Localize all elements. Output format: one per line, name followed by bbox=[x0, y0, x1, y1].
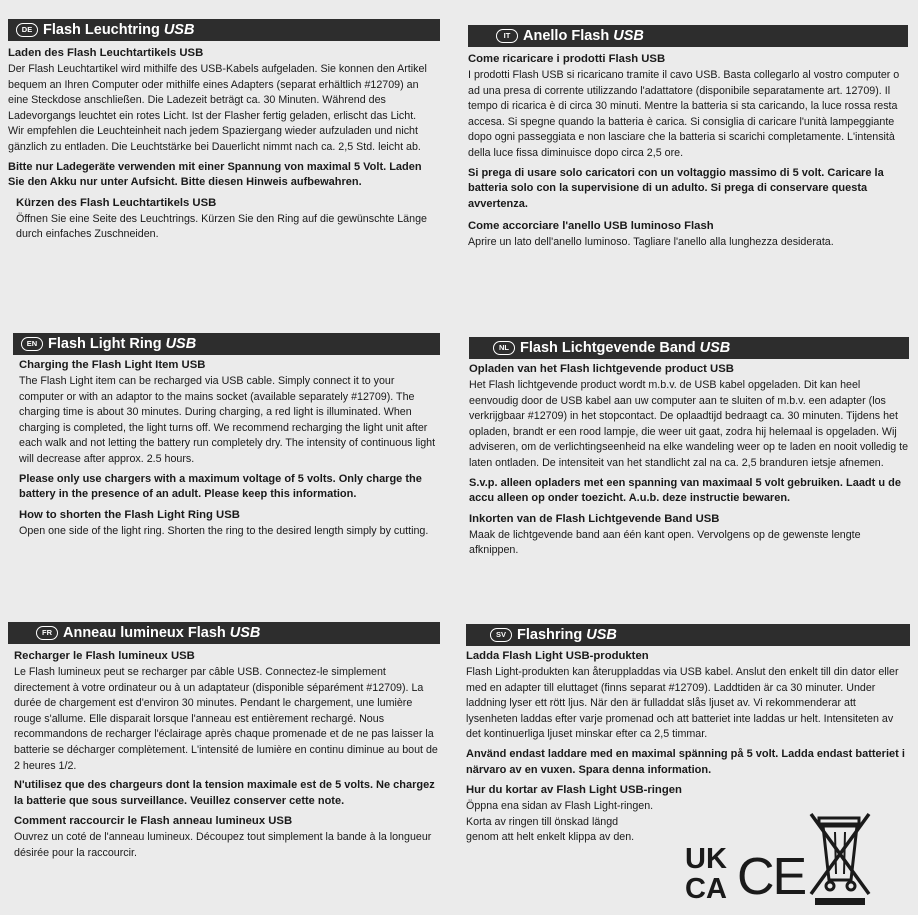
section-title: Anneau lumineux Flash bbox=[63, 625, 226, 641]
usb-label: USB bbox=[163, 22, 195, 38]
paragraph: Maak de lichtgevende band aan één kant open. Vervolgens op de gewenste lengte afknippen. bbox=[469, 528, 861, 557]
section-header bbox=[13, 333, 440, 355]
subheading: Comment raccourcir le Flash anneau lumineux USB bbox=[14, 815, 293, 828]
language-badge: DE bbox=[16, 23, 38, 37]
subheading: Hur du kortar av Flash Light USB-ringen bbox=[466, 784, 682, 797]
usb-label: USB bbox=[613, 28, 644, 44]
subheading: How to shorten the Flash Light Ring USB bbox=[19, 508, 240, 521]
subheading: Come accorciare l'anello USB luminoso Flash bbox=[468, 220, 714, 233]
section-header bbox=[469, 337, 909, 359]
language-badge: EN bbox=[21, 337, 43, 351]
section-header bbox=[8, 622, 440, 644]
paragraph-line: Öppna ena sidan av Flash Light-ringen. bbox=[466, 800, 654, 813]
paragraph: The Flash Light item can be recharged via USB cable. Simply connect it to your computer or with an adaptor to the mains socket (available separately #12709). The charging time is about 30 minutes. During charging, a red light is illuminated. When charging is completed, the light turns off. We recommend recharging the light unit after each walk and not letting the battery run completely dry. The intensity of continuous light will decrease after approx. 2.5 hours. bbox=[19, 375, 436, 465]
warning-text: Si prega di usare solo caricatori con un voltaggio massimo di 5 volt. Caricare la batteria solo con la supervisione di un adulto. Si prega di conservare questa avvertenza. bbox=[468, 166, 884, 210]
language-badge: IT bbox=[496, 29, 518, 43]
section-header bbox=[468, 25, 908, 47]
ukca-mark-top: UK bbox=[685, 843, 727, 875]
ce-mark: CE bbox=[737, 848, 806, 906]
usb-label: USB bbox=[586, 627, 617, 643]
paragraph: I prodotti Flash USB si ricaricano tramite il cavo USB. Basta collegarlo al vostro computer o ad una presa di corrente utilizzando l'adattatore (disponibile separatamente art. 12709). Il tempo di ricarica è di circa 30 minuti. Mentre la batteria si sta caricando, la luce rossa resta accesa. Si spegne quando la batteria è carica. Si consiglia di caricare l'unità lampeggiante dopo ogni passeggiata e non lasciare che la batteria si scarichi completamente. L'intensità della luce fissa diminuisce dopo circa 2,5 ore. bbox=[468, 69, 900, 159]
section-title: Flashring bbox=[517, 627, 583, 643]
subheading: Ladda Flash Light USB-produkten bbox=[466, 650, 649, 662]
weee-crossed-bin-icon bbox=[811, 814, 869, 905]
paragraph-line: genom att helt enkelt klippa av den. bbox=[466, 831, 635, 844]
subheading: Kürzen des Flash Leuchtartikels USB bbox=[16, 196, 217, 209]
section-it bbox=[468, 25, 908, 251]
subheading: Come ricaricare i prodotti Flash USB bbox=[468, 53, 666, 65]
usb-label: USB bbox=[165, 336, 197, 352]
paragraph: Het Flash lichtgevende product wordt m.b.v. de USB kabel opgeladen. Dit kan heel eenvoudig door de USB kabel aan uw computer aan te sluiten of m.b.v. een adapter (los verkrijgbaar #12709) in het stopcontact. De oplaadtijd bedraagt ca. 30 minuten. Tijdens het opladen, brandt er een rood lampje, die weer uit gaat, zodra hij helemaal is opgeladen. Wij adviseren, om de verlichtingseenheid na elke wandeling weer op te laden en nooit volledig te laten ontladen. De intensiteit van het standlicht zal na ca. 2,5 branduren ietsje afnemen. bbox=[469, 379, 909, 469]
subheading: Charging the Flash Light Item USB bbox=[19, 359, 206, 371]
subheading: Recharger le Flash lumineux USB bbox=[14, 650, 195, 662]
section-title: Anello Flash bbox=[523, 28, 610, 44]
warning-text: Använd endast laddare med en maximal spänning på 5 volt. Ladda endast batteriet i närvaro av en vuxen. Spara denna information. bbox=[466, 747, 905, 776]
paragraph: Der Flash Leuchtartikel wird mithilfe des USB-Kabels aufgeladen. Sie konnen den Artikel bequem an Ihren Computer oder mithilfe eines Adapters (separat erhältlich #12709) an eine Steckdose anschließen. Die Ladezeit beträgt ca. 30 Minuten. Während des Ladevorgangs leuchtet ein rotes Licht. Ist der Flasher fertig geladen, erlischt das Licht. bbox=[8, 63, 427, 122]
subheading: Laden des Flash Leuchtartikels USB bbox=[8, 47, 204, 59]
language-badge: FR bbox=[36, 626, 58, 640]
marks-graphic bbox=[683, 810, 913, 910]
section-fr bbox=[8, 622, 440, 862]
section-en bbox=[19, 333, 440, 539]
paragraph: Aprire un lato dell'anello luminoso. Tagliare l'anello alla lunghezza desiderata. bbox=[468, 236, 834, 249]
section-de bbox=[8, 19, 440, 243]
section-title: Flash Light Ring bbox=[48, 336, 162, 352]
section-header bbox=[8, 19, 440, 41]
section-nl bbox=[469, 337, 909, 559]
warning-text: Bitte nur Ladegeräte verwenden mit einer Spannung von maximal 5 Volt. Laden Sie den Akku nur unter Aufsicht. Bitte diesen Hinweis aufbewahren. bbox=[8, 160, 422, 189]
paragraph: Ouvrez un coté de l'anneau lumineux. Découpez tout simplement la bande à la longueur désirée pour la raccourcir. bbox=[14, 831, 432, 859]
warning-text: S.v.p. alleen opladers met een spanning van maximaal 5 volt gebruiken. Laadt u de accu alleen op onder toezicht. A.u.b. deze instructie bewaren. bbox=[469, 476, 901, 505]
paragraph-line: Korta av ringen till önskad längd bbox=[466, 815, 619, 828]
section-title: Flash Lichtgevende Band bbox=[520, 340, 696, 356]
subheading: Opladen van het Flash lichtgevende product USB bbox=[469, 363, 734, 375]
paragraph: Öffnen Sie eine Seite des Leuchtrings. Kürzen Sie den Ring auf die gewünschte Länge durch einfaches Zuschneiden. bbox=[16, 212, 427, 241]
subheading: Inkorten van de Flash Lichtgevende Band USB bbox=[469, 512, 720, 525]
usb-label: USB bbox=[229, 625, 261, 641]
language-badge: NL bbox=[493, 341, 515, 355]
section-title: Flash Leuchtring bbox=[43, 22, 160, 38]
paragraph: Open one side of the light ring. Shorten the ring to the desired length simply by cutting. bbox=[19, 524, 429, 537]
paragraph bbox=[466, 799, 676, 846]
certification-marks bbox=[683, 810, 913, 910]
paragraph: Flash Light-produkten kan återuppladdas via USB kabel. Anslut den enkelt till din dator eller med en adapter till eluttaget (finns separat #12709). Laddtiden är ca 30 minuter. Under laddning lyser ett rött ljus. När den är fulladdat slås ljuset av. Vi rekommenderar att lysenheten laddas efter varje promenad och att batteriet inte laddas ur helt. Intensiteten av det kontinuerliga ljuset minskar efter ca 2,5 timmar. bbox=[466, 666, 899, 741]
paragraph: Wir empfehlen die Leuchteinheit nach jedem Spaziergang wieder aufzuladen und nicht gänzlich zu entladen. Die Leuchtstärke bei Dauerlicht nimmt nach ca. 2,5 Std. leicht ab. bbox=[8, 125, 421, 153]
ukca-mark-bottom: CA bbox=[685, 873, 727, 905]
paragraph: Le Flash lumineux peut se recharger par câble USB. Connectez-le simplement directement à votre ordinateur ou à un adaptateur (disponible séparément #12709). La durée de chargement est d'environ 30 minutes. Pendant le chargement, une lumière rouge s'allume. Elle disparait lorsque l'anneau est entièrement rechargé. Nous recommandons de recharger l'éclairage après chaque promenade et de ne pas laisser la batterie se décharger complètement. L'intensité de lumière en continu diminue au bout de 2 heures 1/2. bbox=[14, 666, 438, 772]
section-header bbox=[466, 624, 910, 646]
warning-text: N'utilisez que des chargeurs dont la tension maximale est de 5 volts. Ne chargez la batterie que sous surveillance. Veuillez conserver cette note. bbox=[14, 779, 435, 807]
language-badge: SV bbox=[490, 628, 512, 642]
usb-label: USB bbox=[699, 340, 731, 356]
warning-text: Please only use chargers with a maximum voltage of 5 volts. Only charge the battery in the presence of an adult. Please keep this information. bbox=[19, 472, 422, 501]
